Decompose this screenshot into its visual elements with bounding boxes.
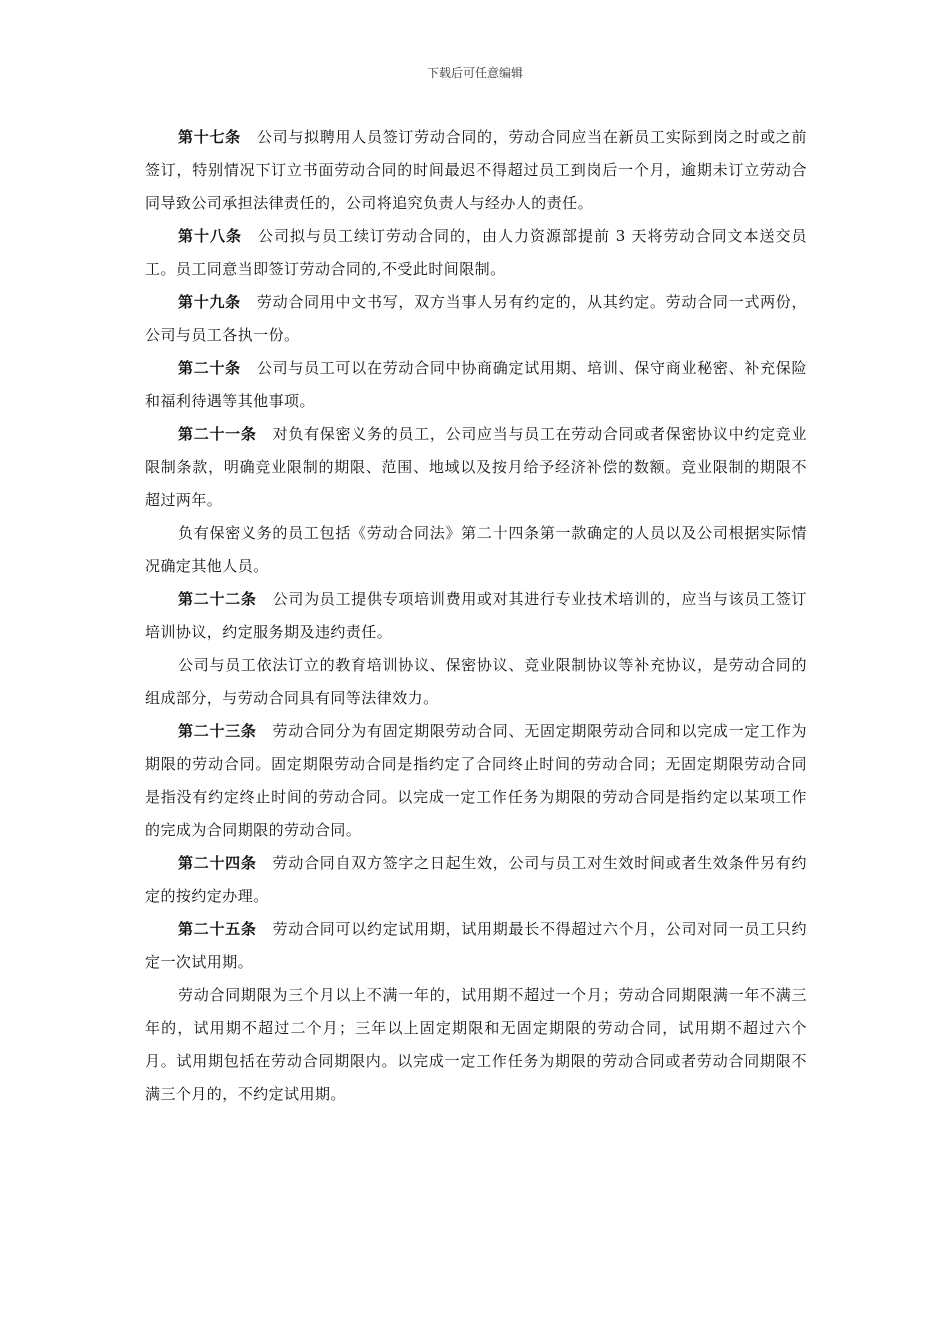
article-text: 劳动合同自双方签字之日起生效，公司与员工对生效时间或者生效条件另有约定的按约定办理。	[145, 854, 807, 905]
article-title: 第二十二条	[178, 590, 257, 608]
article-title: 第二十四条	[178, 854, 257, 872]
page-header: 下载后可任意编辑	[426, 66, 523, 80]
article-title: 第二十五条	[178, 920, 257, 938]
document-body	[145, 121, 807, 1111]
article-text: 公司拟与员工续订劳动合同的，由人力资源部提前 3 天将劳动合同文本送交员工。员工同意当即签订劳动合同的,不受此时间限制。	[145, 227, 807, 278]
article-title: 第二十一条	[178, 425, 257, 443]
article-21-paragraph-2	[145, 517, 807, 583]
article-24	[145, 847, 807, 913]
paragraph-text: 劳动合同期限为三个月以上不满一年的，试用期不超过一个月；劳动合同期限满一年不满三年的，试用期不超过二个月；三年以上固定期限和无固定期限的劳动合同，试用期不超过六个月。试用期包括在劳动合同期限内。以完成一定工作任务为期限的劳动合同或者劳动合同期限不满三个月的，不约定试用期。	[145, 986, 807, 1103]
article-title: 第十七条	[178, 128, 241, 146]
article-20	[145, 352, 807, 418]
article-19	[145, 286, 807, 352]
article-text: 公司与拟聘用人员签订劳动合同的，劳动合同应当在新员工实际到岗之时或之前签订，特别情况下订立书面劳动合同的时间最迟不得超过员工到岗后一个月，逾期未订立劳动合同导致公司承担法律责任的，公司将追究负责人与经办人的责任。	[145, 128, 807, 212]
article-text: 劳动合同用中文书写，双方当事人另有约定的，从其约定。劳动合同一式两份，公司与员工各执一份。	[145, 293, 807, 344]
paragraph-text: 负有保密义务的员工包括《劳动合同法》第二十四条第一款确定的人员以及公司根据实际情况确定其他人员。	[145, 524, 807, 575]
article-text: 对负有保密义务的员工，公司应当与员工在劳动合同或者保密协议中约定竞业限制条款，明确竞业限制的期限、范围、地域以及按月给予经济补偿的数额。竞业限制的期限不超过两年。	[145, 425, 807, 509]
article-22	[145, 583, 807, 649]
article-text: 劳动合同可以约定试用期，试用期最长不得超过六个月，公司对同一员工只约定一次试用期。	[145, 920, 807, 971]
article-18	[145, 220, 807, 286]
article-title: 第十八条	[178, 227, 242, 245]
article-text: 公司为员工提供专项培训费用或对其进行专业技术培训的，应当与该员工签订培训协议，约定服务期及违约责任。	[145, 590, 807, 641]
paragraph-text: 公司与员工依法订立的教育培训协议、保密协议、竞业限制协议等补充协议，是劳动合同的组成部分，与劳动合同具有同等法律效力。	[145, 656, 807, 707]
article-25-paragraph-2	[145, 979, 807, 1111]
article-text: 公司与员工可以在劳动合同中协商确定试用期、培训、保守商业秘密、补充保险和福利待遇等其他事项。	[145, 359, 807, 410]
article-text: 劳动合同分为有固定期限劳动合同、无固定期限劳动合同和以完成一定工作为期限的劳动合同。固定期限劳动合同是指约定了合同终止时间的劳动合同；无固定期限劳动合同是指没有约定终止时间的劳动合同。以完成一定工作任务为期限的劳动合同是指约定以某项工作的完成为合同期限的劳动合同。	[145, 722, 807, 839]
article-23	[145, 715, 807, 847]
article-title: 第十九条	[178, 293, 241, 311]
article-21	[145, 418, 807, 517]
article-17	[145, 121, 807, 220]
article-25	[145, 913, 807, 979]
article-title: 第二十条	[178, 359, 241, 377]
article-22-paragraph-2	[145, 649, 807, 715]
article-title: 第二十三条	[178, 722, 257, 740]
